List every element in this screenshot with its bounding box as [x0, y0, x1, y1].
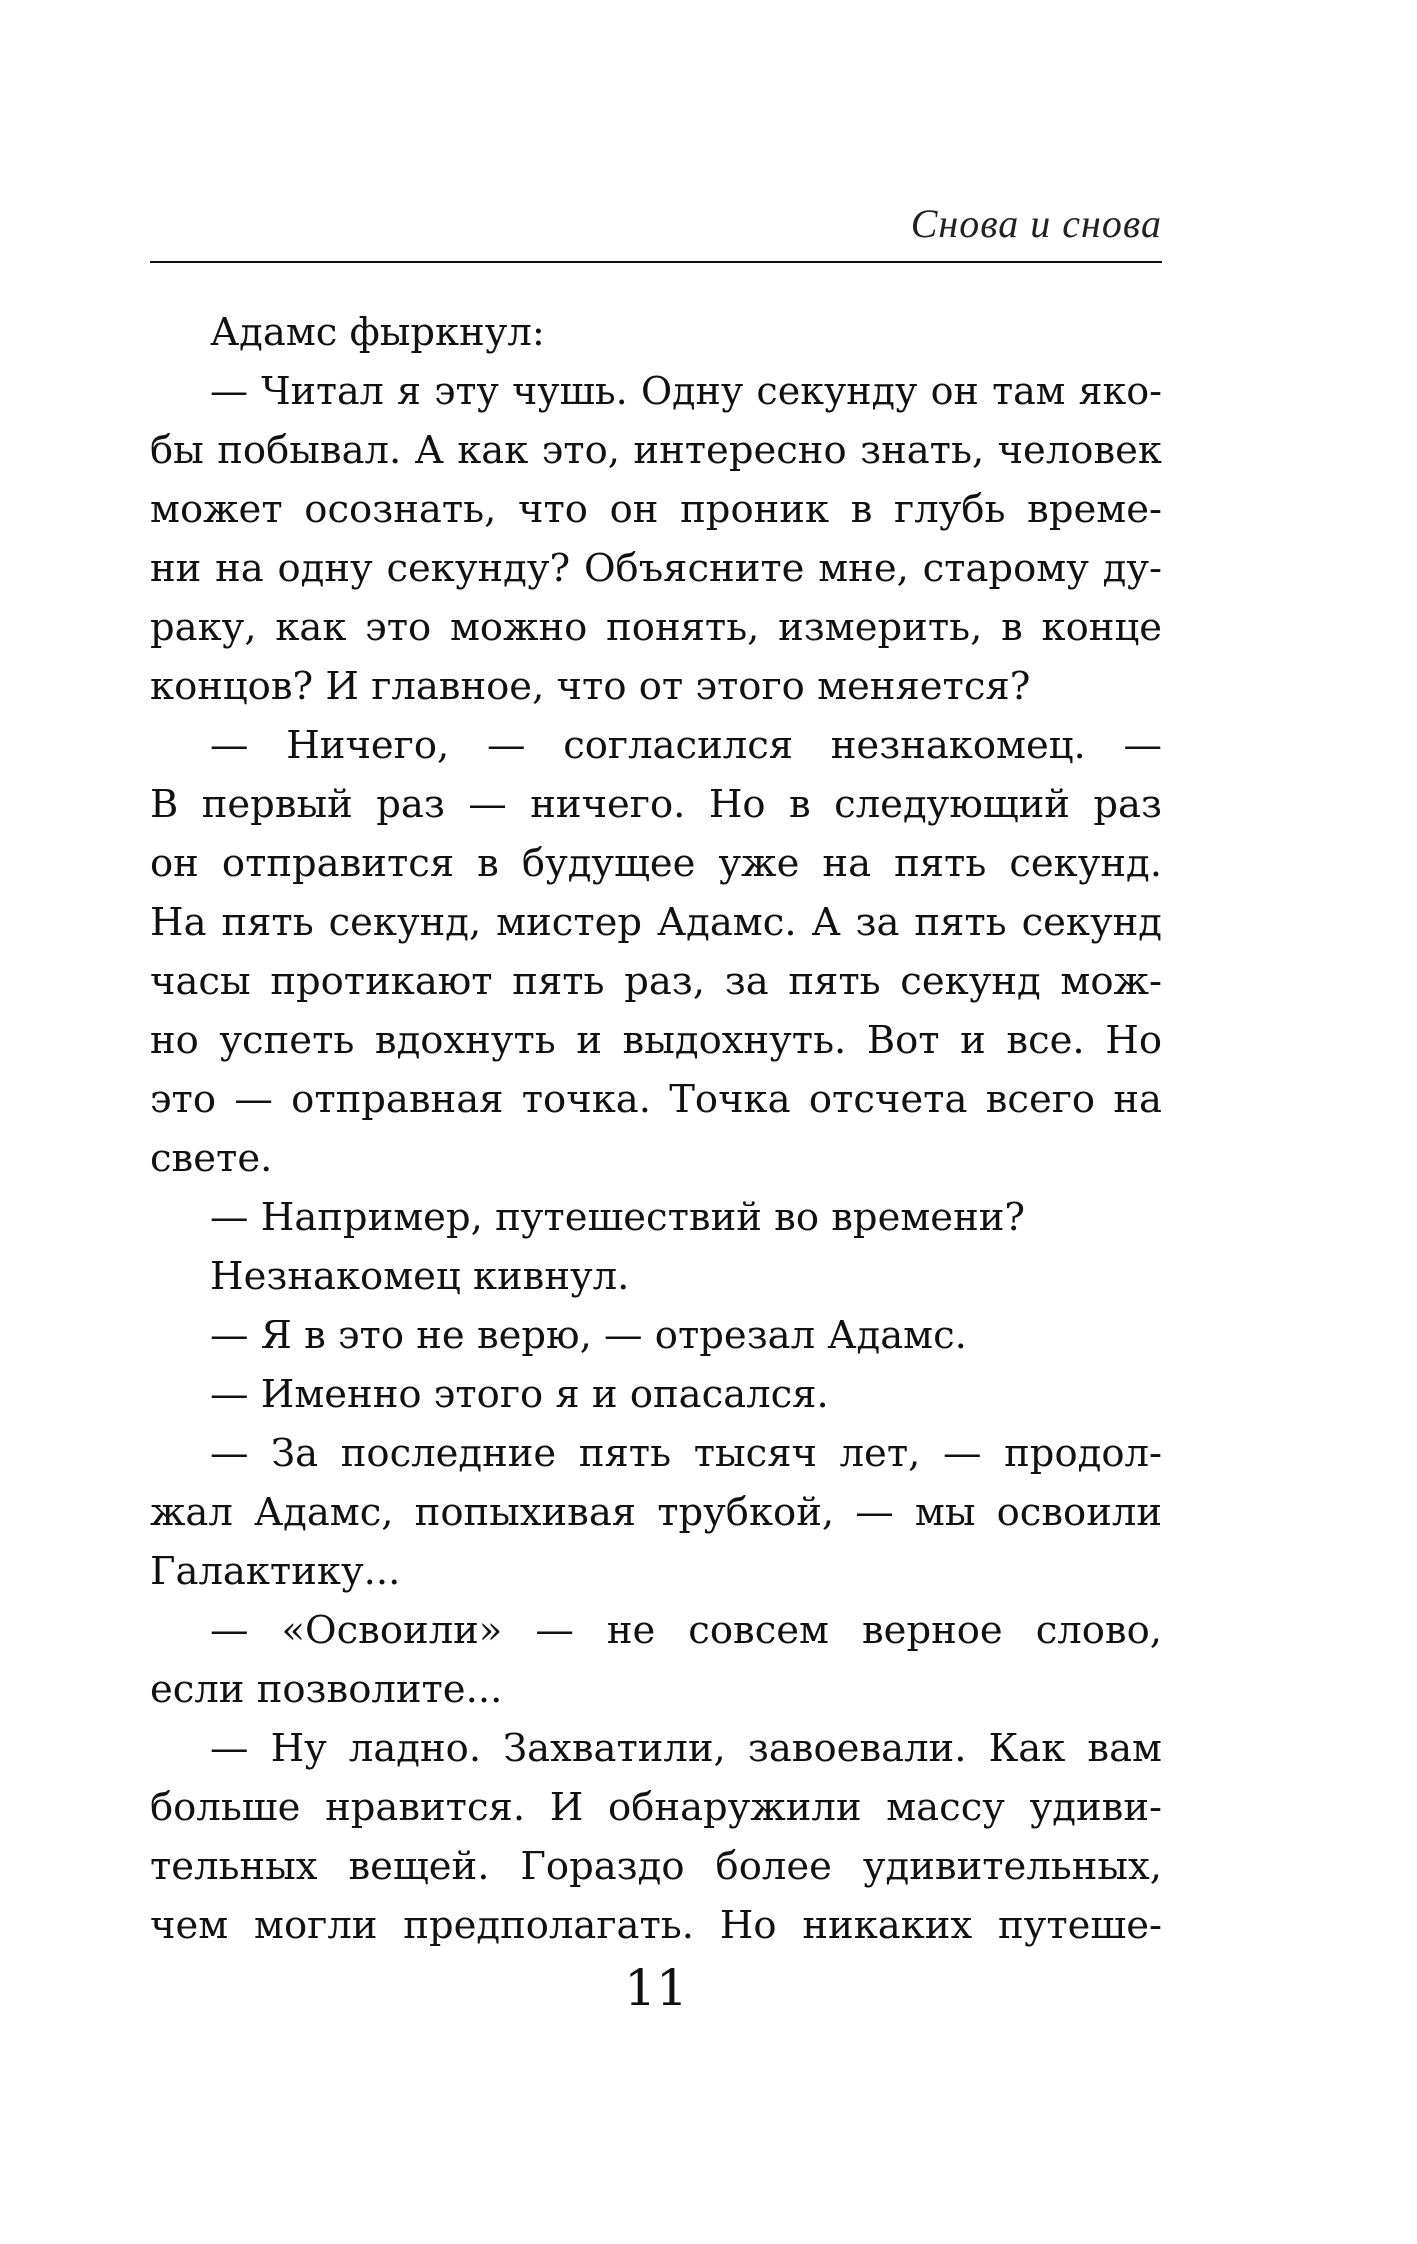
- text-line: — Читал я эту чушь. Одну секунду он там яко-: [210, 369, 1162, 413]
- text-line: бы побывал. А как это, интересно знать, человек: [150, 428, 1162, 473]
- text-line: свете.: [150, 1136, 273, 1181]
- text-line: если позволите...: [150, 1667, 503, 1712]
- text-line: может осознать, что он проник в глубь време-: [150, 487, 1162, 532]
- text-line: это — отправная точка. Точка отсчета всего на: [150, 1077, 1162, 1122]
- text-line: Адамс фыркнул:: [210, 310, 545, 355]
- text-line: — Ничего, — согласился незнакомец. —: [210, 723, 1162, 768]
- text-line: концов? И главное, что от этого меняется?: [150, 664, 1031, 709]
- text-line: ни на одну секунду? Объясните мне, старому ду-: [150, 546, 1162, 591]
- text-line: тельных вещей. Гораздо более удивительных,: [150, 1844, 1162, 1889]
- text-line: часы протикают пять раз, за пять секунд мож-: [150, 959, 1162, 1004]
- text-line: Незнакомец кивнул.: [210, 1254, 630, 1299]
- text-line: — «Освоили» — не совсем верное слово,: [210, 1608, 1162, 1653]
- page-number: 11: [624, 1959, 688, 2017]
- text-line: На пять секунд, мистер Адамс. А за пять секунд: [150, 900, 1162, 945]
- text-line: — За последние пять тысяч лет, — продол-: [210, 1431, 1162, 1476]
- header-divider: [150, 261, 1162, 263]
- text-line: жал Адамс, попыхивая трубкой, — мы освоили: [150, 1490, 1162, 1535]
- text-line: — Я в это не верю, — отрезал Адамс.: [210, 1313, 967, 1358]
- text-line: В первый раз — ничего. Но в следующий раз: [150, 782, 1162, 827]
- text-line: чем могли предполагать. Но никаких путеше-: [150, 1903, 1162, 1948]
- text-line: Галактику...: [150, 1549, 401, 1594]
- text-line: — Именно этого я и опасался.: [210, 1372, 829, 1417]
- text-line: — Например, путешествий во времени?: [210, 1195, 1026, 1240]
- text-line: раку, как это можно понять, измерить, в конце: [150, 605, 1162, 650]
- text-line: он отправится в будущее уже на пять секунд.: [150, 841, 1162, 886]
- text-line: — Ну ладно. Захватили, завоевали. Как вам: [210, 1726, 1162, 1771]
- text-line: больше нравится. И обнаружили массу удиви-: [150, 1785, 1162, 1830]
- body-text: [150, 303, 1162, 1955]
- running-head: Снова и снова: [910, 201, 1162, 246]
- text-line: но успеть вдохнуть и выдохнуть. Вот и все. Но: [150, 1018, 1162, 1063]
